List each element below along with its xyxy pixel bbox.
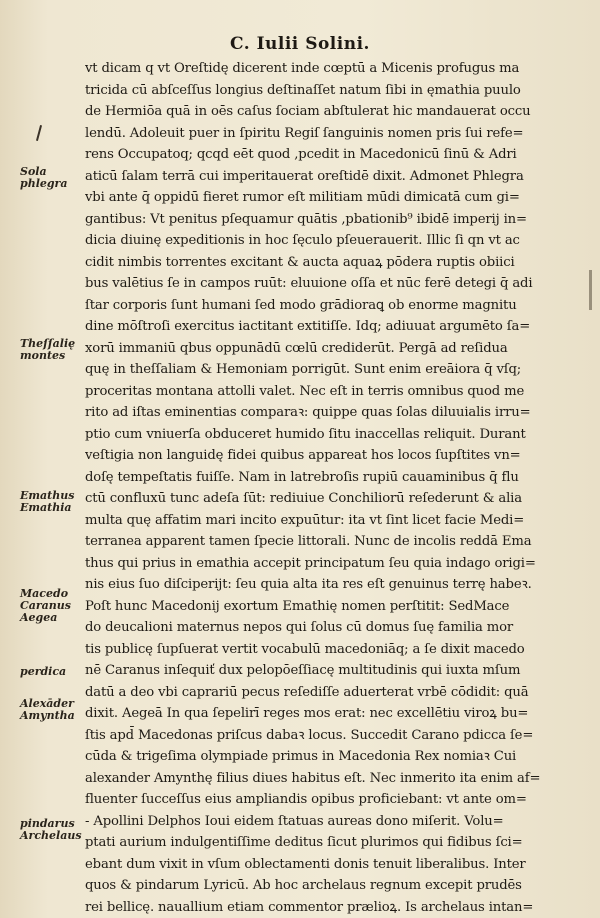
text-line: alexander Amynthę filius diues habitus eſt. Nec inmerito ita enim af= xyxy=(85,770,541,786)
margin-note-line: Archelaus xyxy=(20,829,82,842)
text-line: rei bellicę. nauallium etiam commentor prælioꝝ. Is archelaus intan= xyxy=(85,899,534,915)
edge-mark xyxy=(589,270,592,310)
text-line: rito ad iſtas eminentias comparaꝛ: quippe quas ſolas diluuialis irru= xyxy=(85,405,531,420)
text-line: ptati aurium indulgentiſſime deditus ſicut plurimos qui fidibus ſci= xyxy=(85,835,523,850)
text-line: lendū. Adoleuit puer in ſpiritu Regiſ ſanguinis nomen pris ſui refe= xyxy=(85,125,524,141)
text-line: doſę tempeſtatis fuiſſe. Nam in latrebroſis rupiū cauaminibus q̄ flu xyxy=(85,469,519,485)
text-line: veſtigia non languidę fidei quibus appareat hos locos ſupſtites vn= xyxy=(85,448,521,463)
text-line: dicia diuinę expeditionis in hoc ſęculo pſeuerauerit. Illic ſi qn vt ac xyxy=(85,233,520,248)
margin-note-macedo xyxy=(20,588,71,624)
margin-note-thessaly xyxy=(20,338,75,362)
text-line: ſtis apd̄ Macedonas priſcus dabaꝛ locus. Succedit Carano pdicca ſe= xyxy=(85,727,534,743)
margin-note-line: Amyntha xyxy=(20,709,75,722)
text-line: bus valētius ſe in campos ruūt: eluuione oſſa et nūc ferē detegi q̄ adi xyxy=(85,276,533,291)
text-line: dine mōſtroſi exercitus iactitant extitiſſe. Idq; adiuuat argumēto ſa= xyxy=(85,319,531,334)
text-line: quę in theſſaliam & Hemoniam porrigūt. Sunt enim ereāiora q̄ vſq; xyxy=(85,362,522,377)
text-line: nis eius ſuo diſciperijt: ſeu quia alta ita res eſt genuinus terrę habeꝛ. xyxy=(85,577,532,592)
margin-note-line: Alexāder xyxy=(20,697,74,710)
margin-note-phlegra xyxy=(20,166,67,190)
text-line: ſtar corporis ſunt humani ſed modo grādioraꝗ ob enorme magnitu xyxy=(85,297,517,313)
margin-note-line: Caranus xyxy=(20,599,71,612)
text-line: do deucalioni maternus nepos qui ſolus cū domus ſuę familia mor xyxy=(85,620,514,635)
margin-note-line: Aegea xyxy=(20,611,58,624)
text-line: xorū immaniū qbus oppunādū cœlū crediderūt. Pergā ad reſidua xyxy=(85,340,508,356)
margin-note-perdica xyxy=(20,666,66,678)
margin-note-line: Theſſalię xyxy=(20,337,76,350)
text-line: tricida cū abſceſſus longius deſtinaſſet natum ſibi in ęmathia puulo xyxy=(85,82,521,98)
text-line: nē Caranus inſequiť dux pelopōeſſiacę multitudinis qui iuxta mſum xyxy=(85,663,521,678)
text-line: gantibus: Vt penitus pſequamur quātis ,pbationib⁹ ibidē imperij in= xyxy=(85,211,527,227)
text-line: terranea apparent tamen ſpecie littorali. Nunc de incolis reddā Ema xyxy=(85,534,532,549)
margin-mark xyxy=(36,125,42,141)
margin-note-line: Emathia xyxy=(20,501,72,514)
margin-note-alexander xyxy=(20,698,75,722)
body-text xyxy=(85,58,575,918)
text-line: datū a deo vbi caprariū pecus reſediſſe aduerterat vrbē cōdidit: quā xyxy=(85,684,529,700)
text-line: fluenter ſucceſſus eius ampliandis opibus proficiebant: vt ante om= xyxy=(85,792,527,807)
text-line: cidit nimbis torrentes excitant & aucta aquaꝝ pōdera ruptis obiici xyxy=(85,254,515,270)
margin-note-pindarus xyxy=(20,818,82,842)
text-line: ptio cum vniuerſa obduceret humido ſitu inaccellas reliquit. Durant xyxy=(85,426,526,442)
text-line: ebant dum vixit in vſum oblectamenti donis tenuit liberalibus. Inter xyxy=(85,856,526,872)
margin-note-line: Emathus xyxy=(20,489,75,502)
text-line: thus qui prius in emathia accepit principatum ſeu quia indago origi= xyxy=(85,555,536,571)
margin-note-emathus xyxy=(20,490,74,514)
text-line: Poſt hunc Macedonij exortum Emathię nomen perſtitit: SedMace xyxy=(85,598,510,614)
margin-note-line: pindarus xyxy=(20,817,75,830)
text-line: vt dicam q vt Oreſtidę dicerent inde cœptū a Micenis profugus ma xyxy=(85,61,520,76)
text-line: - Apollini Delphos Ioui eidem ſtatuas aureas dono miſerit. Volu= xyxy=(85,813,504,829)
margin-note-line: Macedo xyxy=(20,587,69,600)
text-line: tis publicę ſupſuerat vertit vocabulū macedoniāq; a ſe dixit macedo xyxy=(85,641,525,657)
text-line: de Hermiōa quā in oēs caſus ſociam abſtulerat hic mandauerat occu xyxy=(85,104,531,119)
text-line: aticū ſalam terrā cui imperitauerat oreſtidē dixit. Admonet Phlegra xyxy=(85,168,524,184)
text-line: proceritas montana attolli valet. Nec eſt in terris omnibus quod me xyxy=(85,383,525,399)
text-line: ctū confluxū tunc adeſa ſūt: rediuiue Conchiliorū reſederunt & alia xyxy=(85,491,522,506)
text-line: vbi ante q̄ oppidū fieret rumor eſt militiam mūdi dimicatā cum gi= xyxy=(85,190,520,205)
text-line: cūda & trigeſima olympiade primus in Macedonia Rex nomiaꝛ Cui xyxy=(85,749,517,764)
margin-note-line: perdica xyxy=(20,665,67,678)
margin-note-line: Sola xyxy=(20,165,47,178)
margin-note-line: phlegra xyxy=(20,177,68,190)
text-line: rens Occupatoq; qcqd eēt quod ,pcedit in Macedonicū ſinū & Adri xyxy=(85,147,517,162)
running-head: C. Iulii Solini. xyxy=(230,34,370,54)
text-line: multa quę affatim mari incito expuūtur: ita vt ſint licet facie Medi= xyxy=(85,512,525,528)
margin-note-line: montes xyxy=(20,349,66,362)
text-line: quos & pindarum Lyricū. Ab hoc archelaus regnum excepit prudēs xyxy=(85,878,522,893)
text-line: dixit. Aegeā In qua ſepelirī reges mos erat: nec excellētiu viroꝝ bu= xyxy=(85,706,529,721)
